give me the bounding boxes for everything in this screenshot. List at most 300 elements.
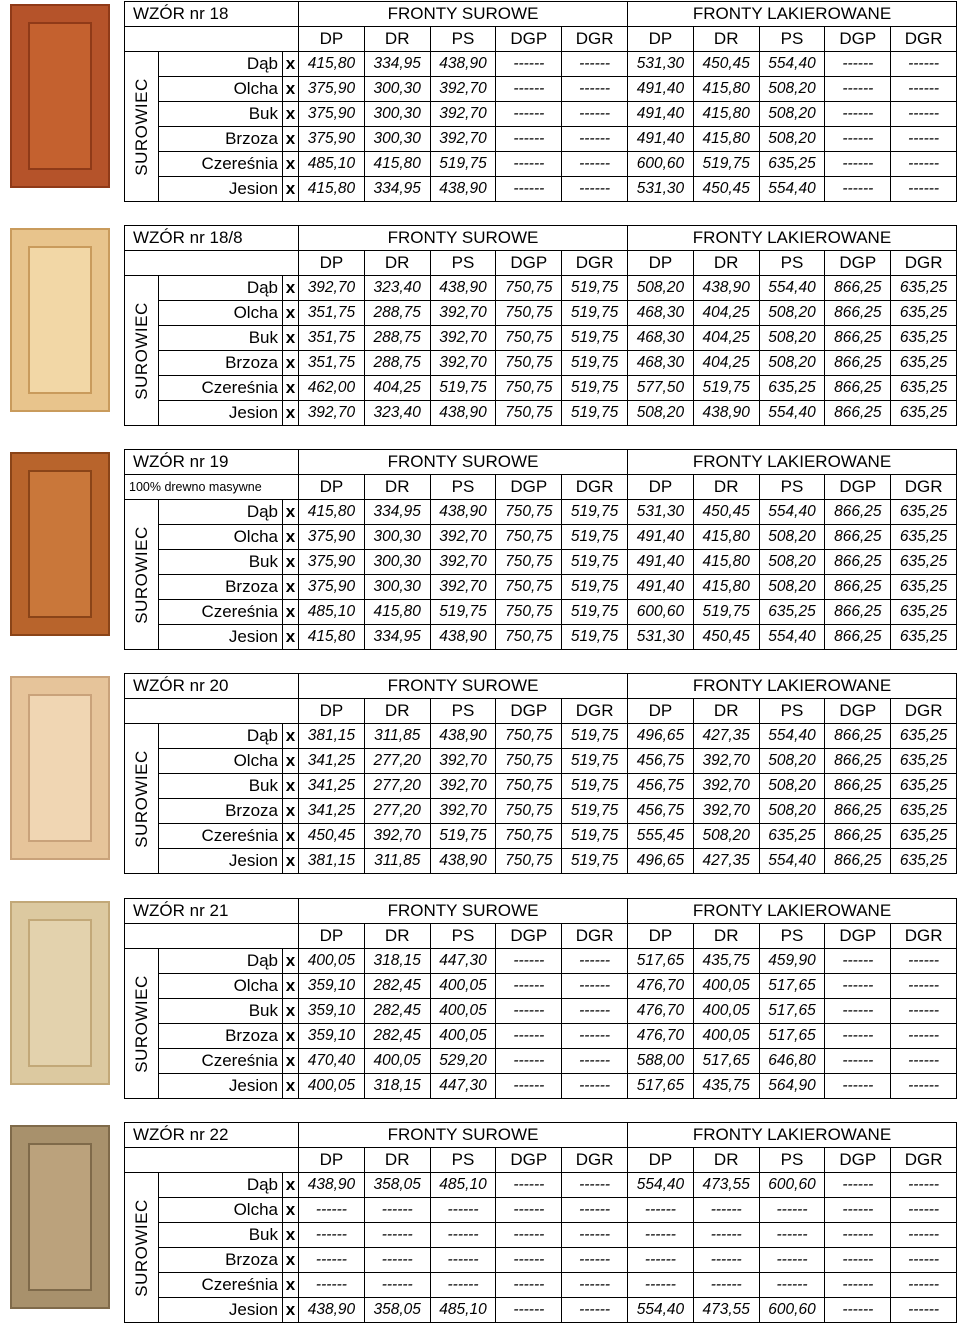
price-cell: 485,10 <box>430 1298 496 1323</box>
column-header: DGR <box>891 1148 957 1173</box>
price-cell: ------ <box>891 102 957 127</box>
x-marker: x <box>283 600 299 625</box>
price-cell: 519,75 <box>430 376 496 401</box>
table-row <box>125 1273 957 1298</box>
price-cell: 392,70 <box>693 799 759 824</box>
column-header: DP <box>299 251 365 276</box>
price-cell: 323,40 <box>364 401 430 426</box>
price-cell: 554,40 <box>759 849 825 874</box>
price-cell: 400,05 <box>430 974 496 999</box>
door-panel <box>28 1143 92 1290</box>
price-cell: 359,10 <box>299 974 365 999</box>
price-cell: ------ <box>364 1273 430 1298</box>
x-marker: x <box>283 326 299 351</box>
price-cell: 635,25 <box>891 326 957 351</box>
wood-type: Buk <box>159 102 283 127</box>
x-marker: x <box>283 849 299 874</box>
wood-type: Czereśnia <box>159 600 283 625</box>
price-cell: 519,75 <box>693 152 759 177</box>
column-header: DGR <box>562 475 628 500</box>
column-header: PS <box>759 1148 825 1173</box>
price-cell: ------ <box>496 177 562 202</box>
price-cell: 508,20 <box>759 301 825 326</box>
price-cell: 866,25 <box>825 301 891 326</box>
price-cell: ------ <box>825 1298 891 1323</box>
table-row <box>125 799 957 824</box>
group-header-lacquered: FRONTY LAKIEROWANE <box>628 450 957 475</box>
price-cell: ------ <box>562 974 628 999</box>
price-cell: ------ <box>891 77 957 102</box>
price-cell: ------ <box>759 1248 825 1273</box>
price-cell: 866,25 <box>825 749 891 774</box>
column-header: PS <box>759 699 825 724</box>
price-cell: 635,25 <box>891 575 957 600</box>
table-row <box>125 849 957 874</box>
price-cell: 635,25 <box>759 824 825 849</box>
wood-type: Brzoza <box>159 1248 283 1273</box>
price-cell: ------ <box>759 1273 825 1298</box>
price-cell: 866,25 <box>825 600 891 625</box>
x-marker: x <box>283 1248 299 1273</box>
price-cell: 447,30 <box>430 949 496 974</box>
x-marker: x <box>283 500 299 525</box>
table-row <box>125 177 957 202</box>
wood-type: Jesion <box>159 849 283 874</box>
column-header: DGP <box>825 251 891 276</box>
price-cell: 476,70 <box>628 1024 694 1049</box>
price-cell: 517,65 <box>759 1024 825 1049</box>
price-cell: 323,40 <box>364 276 430 301</box>
price-cell: ------ <box>825 177 891 202</box>
price-cell: 450,45 <box>693 177 759 202</box>
price-cell: 519,75 <box>562 351 628 376</box>
wood-type: Jesion <box>159 401 283 426</box>
column-header: DGP <box>496 699 562 724</box>
column-header: DR <box>364 924 430 949</box>
price-cell: 438,90 <box>430 401 496 426</box>
price-cell: 375,90 <box>299 525 365 550</box>
x-marker: x <box>283 1198 299 1223</box>
price-cell: 635,25 <box>891 550 957 575</box>
table-row <box>125 999 957 1024</box>
price-table <box>124 1 957 202</box>
price-cell: ------ <box>364 1198 430 1223</box>
table-row <box>125 575 957 600</box>
price-cell: 519,75 <box>430 600 496 625</box>
price-cell: 519,75 <box>430 152 496 177</box>
table-row <box>125 824 957 849</box>
price-cell: 392,70 <box>430 326 496 351</box>
price-cell: ------ <box>562 1074 628 1099</box>
x-marker: x <box>283 974 299 999</box>
column-header: DGP <box>496 27 562 52</box>
price-cell: 519,75 <box>562 749 628 774</box>
price-cell: ------ <box>693 1273 759 1298</box>
table-row <box>125 1074 957 1099</box>
price-cell: 415,80 <box>299 500 365 525</box>
side-label: SUROWIEC <box>131 525 151 624</box>
price-cell: 600,60 <box>759 1173 825 1198</box>
wood-type: Czereśnia <box>159 1273 283 1298</box>
side-label: SUROWIEC <box>131 1198 151 1297</box>
model-subtitle <box>125 27 299 52</box>
price-cell: ------ <box>891 974 957 999</box>
x-marker: x <box>283 1298 299 1323</box>
x-marker: x <box>283 1024 299 1049</box>
price-cell: 519,75 <box>693 376 759 401</box>
column-header: PS <box>430 699 496 724</box>
table-row <box>125 974 957 999</box>
price-cell: ------ <box>628 1248 694 1273</box>
price-cell: ------ <box>825 999 891 1024</box>
table-row <box>125 724 957 749</box>
price-cell: 519,75 <box>562 550 628 575</box>
price-cell: 531,30 <box>628 52 694 77</box>
price-cell: 750,75 <box>496 849 562 874</box>
column-header: PS <box>430 27 496 52</box>
price-cell: 517,65 <box>693 1049 759 1074</box>
column-header: DGP <box>496 251 562 276</box>
price-cell: 375,90 <box>299 102 365 127</box>
price-cell: 473,55 <box>693 1298 759 1323</box>
column-header: DGR <box>891 27 957 52</box>
group-header-raw: FRONTY SUROWE <box>299 1123 628 1148</box>
column-header: DGR <box>562 27 628 52</box>
door-panel <box>28 470 92 617</box>
price-cell: 438,90 <box>693 401 759 426</box>
price-cell: 588,00 <box>628 1049 694 1074</box>
wood-type: Olcha <box>159 301 283 326</box>
price-cell: 392,70 <box>299 401 365 426</box>
price-cell: 351,75 <box>299 326 365 351</box>
door-front-image <box>10 4 110 188</box>
side-label: SUROWIEC <box>131 301 151 400</box>
price-cell: 300,30 <box>364 102 430 127</box>
price-cell: 300,30 <box>364 550 430 575</box>
column-header: DR <box>693 1148 759 1173</box>
price-cell: 375,90 <box>299 575 365 600</box>
price-cell: 415,80 <box>693 77 759 102</box>
price-cell: 491,40 <box>628 575 694 600</box>
table-row <box>125 152 957 177</box>
price-cell: 496,65 <box>628 849 694 874</box>
price-cell: ------ <box>825 77 891 102</box>
price-cell: ------ <box>825 52 891 77</box>
price-cell: 427,35 <box>693 724 759 749</box>
price-cell: 635,25 <box>891 849 957 874</box>
price-cell: 750,75 <box>496 376 562 401</box>
price-cell: 555,45 <box>628 824 694 849</box>
table-row <box>125 525 957 550</box>
column-header: DR <box>693 251 759 276</box>
model-title: WZÓR nr 18 <box>125 2 299 27</box>
column-header: DGR <box>891 475 957 500</box>
door-front-image <box>10 676 110 860</box>
price-cell: 519,75 <box>562 774 628 799</box>
price-cell: 635,25 <box>891 301 957 326</box>
column-header: DGR <box>562 924 628 949</box>
price-cell: ------ <box>562 127 628 152</box>
price-cell: 866,25 <box>825 824 891 849</box>
x-marker: x <box>283 999 299 1024</box>
price-cell: 866,25 <box>825 276 891 301</box>
price-cell: 750,75 <box>496 824 562 849</box>
price-cell: 282,45 <box>364 1024 430 1049</box>
door-front-image <box>10 452 110 636</box>
price-cell: 392,70 <box>693 749 759 774</box>
wood-type: Czereśnia <box>159 1049 283 1074</box>
wood-type: Czereśnia <box>159 824 283 849</box>
price-cell: 635,25 <box>891 799 957 824</box>
price-cell: 750,75 <box>496 724 562 749</box>
x-marker: x <box>283 724 299 749</box>
price-cell: ------ <box>496 1273 562 1298</box>
price-cell: 375,90 <box>299 77 365 102</box>
price-cell: 517,65 <box>628 949 694 974</box>
price-cell: ------ <box>496 1198 562 1223</box>
model-subtitle: 100% drewno masywne <box>125 475 299 500</box>
price-cell: 468,30 <box>628 351 694 376</box>
table-row <box>125 102 957 127</box>
group-header-raw: FRONTY SUROWE <box>299 2 628 27</box>
table-row <box>125 1049 957 1074</box>
price-cell: ------ <box>562 1223 628 1248</box>
price-cell: ------ <box>825 949 891 974</box>
model-block <box>0 897 960 1097</box>
wood-type: Jesion <box>159 625 283 650</box>
price-cell: 529,20 <box>430 1049 496 1074</box>
column-header: DR <box>693 475 759 500</box>
price-cell: 415,80 <box>364 152 430 177</box>
price-cell: 277,20 <box>364 799 430 824</box>
price-cell: 519,75 <box>562 326 628 351</box>
price-cell: 334,95 <box>364 52 430 77</box>
price-cell: 635,25 <box>891 500 957 525</box>
price-cell: 750,75 <box>496 525 562 550</box>
price-cell: ------ <box>562 1024 628 1049</box>
price-cell: ------ <box>891 1273 957 1298</box>
price-cell: 400,05 <box>430 1024 496 1049</box>
price-cell: ------ <box>496 77 562 102</box>
price-cell: ------ <box>496 102 562 127</box>
price-cell: 531,30 <box>628 500 694 525</box>
column-header: DR <box>364 27 430 52</box>
wood-type: Jesion <box>159 177 283 202</box>
price-cell: ------ <box>825 1248 891 1273</box>
price-cell: ------ <box>891 1049 957 1074</box>
price-cell: ------ <box>891 1298 957 1323</box>
price-cell: 519,75 <box>562 600 628 625</box>
price-cell: 508,20 <box>759 749 825 774</box>
price-cell: 404,25 <box>693 351 759 376</box>
price-cell: 485,10 <box>299 152 365 177</box>
model-title: WZÓR nr 18/8 <box>125 226 299 251</box>
x-marker: x <box>283 575 299 600</box>
wood-type: Brzoza <box>159 799 283 824</box>
price-cell: 554,40 <box>759 177 825 202</box>
price-cell: 519,75 <box>562 301 628 326</box>
price-cell: ------ <box>496 1024 562 1049</box>
model-title: WZÓR nr 22 <box>125 1123 299 1148</box>
model-title: WZÓR nr 21 <box>125 899 299 924</box>
price-cell: 392,70 <box>430 550 496 575</box>
group-header-raw: FRONTY SUROWE <box>299 899 628 924</box>
table-row <box>125 326 957 351</box>
wood-type: Brzoza <box>159 127 283 152</box>
column-header: DP <box>628 699 694 724</box>
price-cell: 450,45 <box>693 625 759 650</box>
price-cell: 459,90 <box>759 949 825 974</box>
price-cell: 400,05 <box>299 949 365 974</box>
column-header: DGR <box>891 251 957 276</box>
price-cell: 508,20 <box>759 525 825 550</box>
price-cell: 476,70 <box>628 999 694 1024</box>
price-cell: 447,30 <box>430 1074 496 1099</box>
price-cell: 288,75 <box>364 351 430 376</box>
price-cell: ------ <box>299 1273 365 1298</box>
price-cell: ------ <box>299 1248 365 1273</box>
price-cell: 531,30 <box>628 625 694 650</box>
table-row <box>125 276 957 301</box>
model-block <box>0 672 960 872</box>
price-cell: ------ <box>562 1198 628 1223</box>
price-cell: 635,25 <box>759 376 825 401</box>
column-header: PS <box>430 475 496 500</box>
price-cell: 508,20 <box>759 127 825 152</box>
price-cell: ------ <box>891 1074 957 1099</box>
price-cell: 635,25 <box>891 824 957 849</box>
price-cell: 400,05 <box>299 1074 365 1099</box>
x-marker: x <box>283 749 299 774</box>
wood-type: Brzoza <box>159 351 283 376</box>
price-cell: 392,70 <box>430 525 496 550</box>
wood-type: Olcha <box>159 974 283 999</box>
side-label-cell <box>125 276 159 426</box>
x-marker: x <box>283 1074 299 1099</box>
price-cell: 508,20 <box>759 550 825 575</box>
price-cell: 438,90 <box>430 500 496 525</box>
column-header: DP <box>299 924 365 949</box>
price-cell: 468,30 <box>628 326 694 351</box>
price-cell: 635,25 <box>891 351 957 376</box>
group-header-raw: FRONTY SUROWE <box>299 674 628 699</box>
price-cell: ------ <box>825 1223 891 1248</box>
price-cell: 866,25 <box>825 326 891 351</box>
x-marker: x <box>283 351 299 376</box>
price-cell: 750,75 <box>496 749 562 774</box>
table-row <box>125 600 957 625</box>
price-cell: 866,25 <box>825 500 891 525</box>
x-marker: x <box>283 301 299 326</box>
price-cell: 375,90 <box>299 127 365 152</box>
price-cell: 554,40 <box>759 276 825 301</box>
wood-type: Dąb <box>159 949 283 974</box>
price-cell: 635,25 <box>891 625 957 650</box>
wood-type: Buk <box>159 326 283 351</box>
price-cell: 519,75 <box>562 625 628 650</box>
price-cell: 866,25 <box>825 774 891 799</box>
price-cell: 554,40 <box>628 1298 694 1323</box>
price-cell: 450,45 <box>299 824 365 849</box>
price-cell: ------ <box>891 152 957 177</box>
price-cell: 491,40 <box>628 127 694 152</box>
price-cell: 435,75 <box>693 1074 759 1099</box>
column-header: DP <box>628 475 694 500</box>
price-cell: 554,40 <box>759 625 825 650</box>
table-row <box>125 1248 957 1273</box>
side-label-cell <box>125 52 159 202</box>
price-cell: 866,25 <box>825 401 891 426</box>
price-cell: 438,90 <box>430 849 496 874</box>
side-label-cell <box>125 724 159 874</box>
x-marker: x <box>283 152 299 177</box>
price-cell: ------ <box>759 1198 825 1223</box>
table-row <box>125 625 957 650</box>
column-header: PS <box>759 251 825 276</box>
table-row <box>125 500 957 525</box>
wood-type: Olcha <box>159 525 283 550</box>
column-header: PS <box>430 251 496 276</box>
price-cell: 282,45 <box>364 974 430 999</box>
model-title: WZÓR nr 20 <box>125 674 299 699</box>
price-cell: 554,40 <box>628 1173 694 1198</box>
price-cell: 635,25 <box>891 749 957 774</box>
price-cell: ------ <box>825 1024 891 1049</box>
price-cell: 300,30 <box>364 575 430 600</box>
price-cell: 517,65 <box>628 1074 694 1099</box>
price-cell: 392,70 <box>430 351 496 376</box>
table-row <box>125 550 957 575</box>
price-cell: 564,90 <box>759 1074 825 1099</box>
wood-type: Jesion <box>159 1298 283 1323</box>
price-cell: 438,90 <box>430 724 496 749</box>
price-cell: 300,30 <box>364 127 430 152</box>
price-cell: ------ <box>562 77 628 102</box>
price-cell: ------ <box>759 1223 825 1248</box>
price-cell: 866,25 <box>825 849 891 874</box>
x-marker: x <box>283 1173 299 1198</box>
door-panel <box>28 246 92 393</box>
table-row <box>125 376 957 401</box>
price-cell: ------ <box>562 1173 628 1198</box>
price-cell: ------ <box>891 1173 957 1198</box>
wood-type: Czereśnia <box>159 376 283 401</box>
price-cell: 635,25 <box>891 525 957 550</box>
price-cell: 635,25 <box>759 600 825 625</box>
price-cell: ------ <box>825 102 891 127</box>
price-cell: 519,75 <box>562 849 628 874</box>
wood-type: Buk <box>159 550 283 575</box>
group-header-raw: FRONTY SUROWE <box>299 450 628 475</box>
price-cell: 635,25 <box>891 401 957 426</box>
price-cell: 400,05 <box>430 999 496 1024</box>
column-header: DP <box>628 27 694 52</box>
wood-type: Olcha <box>159 1198 283 1223</box>
price-cell: 750,75 <box>496 774 562 799</box>
group-header-lacquered: FRONTY LAKIEROWANE <box>628 674 957 699</box>
x-marker: x <box>283 52 299 77</box>
group-header-lacquered: FRONTY LAKIEROWANE <box>628 1123 957 1148</box>
price-cell: ------ <box>825 1049 891 1074</box>
column-header: DR <box>364 475 430 500</box>
column-header: DP <box>299 1148 365 1173</box>
price-cell: 415,80 <box>693 575 759 600</box>
price-cell: ------ <box>891 949 957 974</box>
price-cell: 456,75 <box>628 799 694 824</box>
column-header: PS <box>430 924 496 949</box>
column-header: DGP <box>825 924 891 949</box>
wood-type: Dąb <box>159 52 283 77</box>
